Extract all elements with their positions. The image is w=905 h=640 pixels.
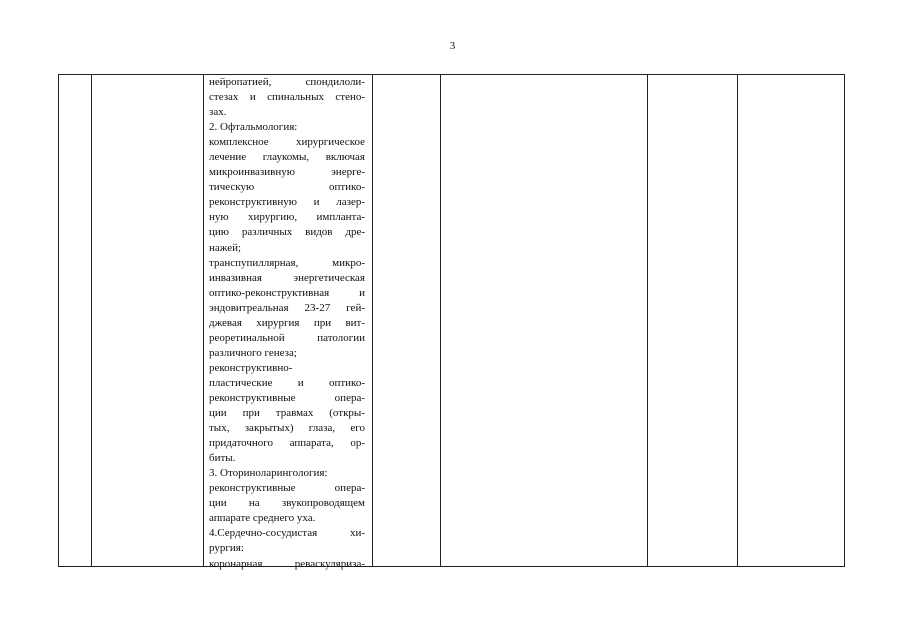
- cell-text-line: реконструктивно-: [209, 361, 293, 374]
- cell-text-line: комплексное хирургическое: [209, 136, 365, 149]
- cell-text-line: оптико-реконструктивная и: [209, 286, 365, 299]
- cell-text-line: цию различных видов дре-: [209, 226, 365, 239]
- cell-text-line: транспупиллярная, микро-: [209, 256, 365, 269]
- cell-text-line: реконструктивные опера-: [209, 482, 365, 495]
- cell-text-line: аппарате среднего уха.: [209, 512, 316, 525]
- cell-text-line: лечение глаукомы, включая: [209, 151, 365, 164]
- cell-text-line: тическую оптико-: [209, 181, 365, 194]
- cell-text-line: различного генеза;: [209, 346, 297, 359]
- cell-text-line: джевая хирургия при вит-: [209, 316, 365, 329]
- cell-text-line: реконструктивные опера-: [209, 391, 365, 404]
- cell-text-line: ции на звукопроводящем: [209, 497, 365, 510]
- cell-text-line: 2. Офтальмология:: [209, 121, 298, 134]
- column-divider: [440, 75, 441, 566]
- cell-text-line: ции при травмах (откры-: [209, 407, 365, 420]
- column-divider: [203, 75, 204, 566]
- page-number: 3: [449, 40, 456, 52]
- cell-text-line: ную хирургию, импланта-: [209, 211, 365, 224]
- cell-text-line: рургия:: [209, 542, 244, 555]
- cell-text-line: инвазивная энергетическая: [209, 271, 365, 284]
- document-table: [58, 74, 845, 570]
- cell-text-line: нейропатией, спондилоли-: [209, 76, 365, 88]
- cell-text-line: реоретинальной патологии: [209, 331, 365, 344]
- cell-text-line: микроинвазивную энерге-: [209, 166, 365, 179]
- cell-text-line: коронарная реваскуляриза-: [209, 557, 365, 570]
- column-divider: [91, 75, 92, 566]
- cell-text-line: эндовитреальная 23-27 гей-: [209, 301, 365, 314]
- cell-text-line: придаточного аппарата, ор-: [209, 437, 365, 450]
- column-divider: [372, 75, 373, 566]
- cell-text-line: реконструктивную и лазер-: [209, 196, 365, 209]
- cell-text-line: тых, закрытых) глаза, его: [209, 422, 365, 435]
- cell-text-line: пластические и оптико-: [209, 376, 365, 389]
- column-divider: [647, 75, 648, 566]
- cell-text-line: зах.: [209, 106, 227, 119]
- cell-text-line: стезах и спинальных стено-: [209, 91, 365, 104]
- cell-text-line: биты.: [209, 452, 236, 465]
- column-divider: [737, 75, 738, 566]
- table-text-cell: [209, 75, 365, 572]
- cell-text-line: нажей;: [209, 241, 242, 254]
- cell-text-line: 4.Сердечно-сосудистая хи-: [209, 527, 365, 540]
- cell-text-line: 3. Оториноларингология:: [209, 467, 328, 480]
